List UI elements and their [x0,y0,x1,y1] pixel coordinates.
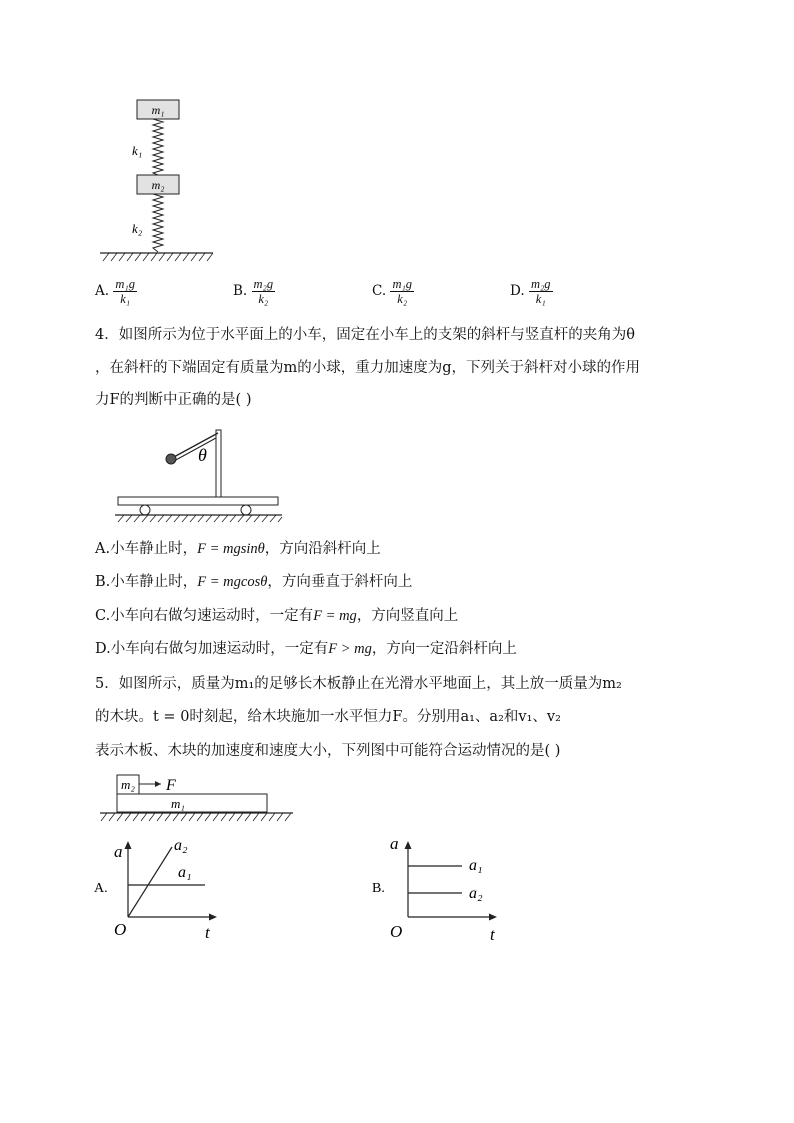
q4-option-b [95,572,412,592]
graph-b-option-letter: B. [372,881,385,896]
q4-option-b-suffix: ，方向垂直于斜杆向上 [267,574,413,590]
cart-wheel-left [140,505,150,515]
q5-stem-line-1: 5．如图所示，质量为m₁的足够长木板静止在光滑水平地面上，其上放一质量为m₂ [95,676,622,692]
mass-label-top: m₁ [151,103,165,117]
q4-option-d-formula: F > mg [328,641,372,657]
q4-option-a-prefix: A.小车静止时， [95,541,198,557]
spring-bottom [153,194,163,252]
graph-b-x-arrow [489,914,497,921]
q3-option-b-numerator: m₂g [253,277,274,291]
q4-option-d-suffix: ，方向一定沿斜杆向上 [371,641,517,657]
q3-option-d-fraction [529,277,553,306]
cart-rod-figure [112,425,292,525]
q5-stem-line-2: 的木块。t = 0时刻起，给木块施加一水平恒力F。分别用a₁、a₂和v₁、v₂ [95,709,561,725]
graph-a-line-a2 [128,847,172,917]
inclined-rod [172,433,218,458]
graph-a-line-a1-label: a₁ [178,864,192,881]
graph-b-x-label: t [490,925,495,944]
graph-a-origin-label: O [114,920,127,939]
q4-option-d [95,639,517,659]
board-m1-label: m₁ [171,796,185,811]
force-f-label: F [166,777,176,794]
q3-option-b-fraction [252,277,276,306]
graph-b-origin-label: O [390,922,403,941]
q3-option-c-denominator: k₂ [397,292,408,306]
block-m2-label: m₂ [121,777,135,792]
q4-option-c-formula: F = mg [313,608,357,624]
graph-a-x-label: t [205,923,210,942]
q4-option-a [95,539,381,559]
force-arrow-head [155,781,161,787]
q4-option-b-prefix: B.小车静止时， [95,574,198,590]
q3-option-b-denominator: k₂ [258,292,269,306]
q4-option-c-suffix: ，方向竖直向上 [356,608,459,624]
cart-body [118,497,278,505]
q3-option-a-denominator: k₁ [120,292,131,306]
q4-stem-line-3: 力F的判断中正确的是( ) [95,392,252,408]
inclined-rod-edge [174,438,216,461]
board-m1 [117,794,267,812]
ground-hatching [103,253,213,261]
q4-option-b-formula: F = mgcosθ [197,574,268,590]
spring-mass-figure [95,95,225,265]
q3-option-c-fraction [390,277,414,306]
ground-hatching [101,813,291,821]
graph-a-line-a2-label: a₂ [174,837,188,854]
graph-option-b [370,835,510,945]
q3-option-a-fraction [113,277,137,306]
q4-stem-line-1: 4．如图所示为位于水平面上的小车，固定在小车上的支架的斜杆与竖直杆的夹角为θ [95,327,635,343]
ground-hatching [118,515,282,522]
cart-wheel-right [241,505,251,515]
q4-option-a-suffix: ，方向沿斜杆向上 [264,541,381,557]
q3-option-d-denominator: k₁ [535,292,546,306]
angle-theta-label: θ [198,445,207,465]
q4-option-c-prefix: C.小车向右做匀速运动时，一定有 [95,608,314,624]
q4-option-c [95,606,458,626]
q3-option-a [95,277,137,306]
q3-option-c [372,277,414,306]
q3-option-d-numerator: m₂g [530,277,551,291]
q4-option-a-formula: F = mgsinθ [197,541,265,557]
q3-option-a-numerator: m₁g [115,277,135,291]
graph-a-y-arrow [125,841,132,849]
q3-option-b [233,277,275,306]
small-ball [166,454,176,464]
spring-label-bottom: k₂ [132,221,143,236]
board-block-figure [97,770,297,828]
graph-a-x-arrow [209,914,217,921]
q4-option-d-prefix: D.小车向右做匀加速运动时，一定有 [95,641,329,657]
mass-label-bottom: m₂ [151,178,165,192]
graph-b-line-a2-label: a₂ [469,885,483,902]
graph-b-y-arrow [405,841,412,849]
q3-option-b-letter: B. [233,283,248,299]
spring-label-top: k₁ [132,143,143,158]
q3-option-d-letter: D. [510,283,525,299]
vertical-rod [216,430,221,502]
q3-option-c-letter: C. [372,283,387,299]
q3-option-d [510,277,553,306]
q3-option-a-letter: A. [95,283,110,299]
graph-b-y-label: a [390,835,399,853]
q3-option-c-numerator: m₁g [392,277,413,291]
graph-b-line-a1-label: a₁ [469,857,483,874]
graph-option-a [90,835,230,945]
graph-a-y-label: a [114,842,123,861]
graph-a-option-letter: A. [94,881,108,896]
q5-stem-line-3: 表示木板、木块的加速度和速度大小，下列图中可能符合运动情况的是( ) [95,743,561,759]
q4-stem-line-2: ，在斜杆的下端固定有质量为m的小球，重力加速度为g，下列关于斜杆对小球的作用 [95,360,641,376]
spring-top [153,119,163,175]
